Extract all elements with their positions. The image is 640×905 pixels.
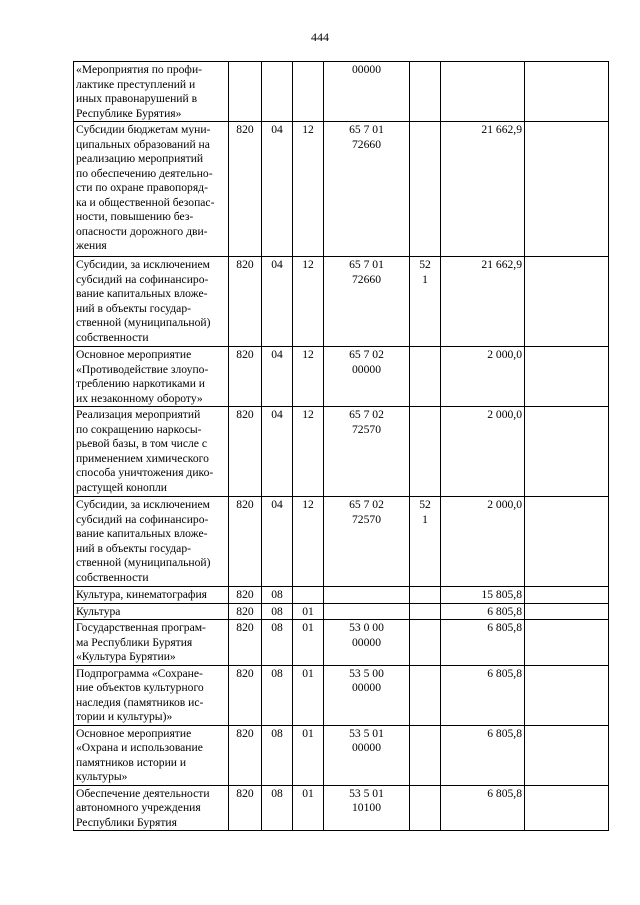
section-code: 08: [262, 725, 293, 785]
amount: 2 000,0: [441, 407, 525, 497]
expense-type-code: [410, 665, 441, 725]
target-article-code: 53 5 01 10100: [324, 785, 410, 831]
department-code: 820: [229, 122, 262, 257]
table-row: [74, 347, 609, 407]
department-code: 820: [229, 497, 262, 587]
subsection-code: 12: [293, 407, 324, 497]
extra-cell: [525, 407, 609, 497]
section-code: 08: [262, 587, 293, 604]
subsection-code: 12: [293, 497, 324, 587]
target-article-code: 65 7 02 72570: [324, 407, 410, 497]
section-code: 08: [262, 665, 293, 725]
amount: 2 000,0: [441, 347, 525, 407]
subsection-code: 12: [293, 347, 324, 407]
item-name: Основное мероприятие «Охрана и использование памятников истории и культуры»: [74, 725, 229, 785]
expense-type-code: 52 1: [410, 257, 441, 347]
item-name: «Мероприятия по профи- лактике преступлений и иных правонарушений в Республике Бурятия»: [74, 62, 229, 122]
amount: 2 000,0: [441, 497, 525, 587]
expense-type-code: [410, 347, 441, 407]
extra-cell: [525, 587, 609, 604]
target-article-code: 65 7 01 72660: [324, 257, 410, 347]
amount: 6 805,8: [441, 785, 525, 831]
amount: 6 805,8: [441, 620, 525, 666]
section-code: 04: [262, 122, 293, 257]
target-article-code: 00000: [324, 62, 410, 122]
expense-type-code: [410, 603, 441, 620]
item-name: Культура, кинематография: [74, 587, 229, 604]
table-row: [74, 603, 609, 620]
section-code: 04: [262, 347, 293, 407]
table-row: [74, 122, 609, 257]
subsection-code: 01: [293, 725, 324, 785]
department-code: [229, 62, 262, 122]
department-code: 820: [229, 785, 262, 831]
item-name: Субсидии, за исключением субсидий на софинансиро- вание капитальных вложе- ний в объекты государ- ственной (муниципальной) собственности: [74, 257, 229, 347]
expense-type-code: 52 1: [410, 497, 441, 587]
department-code: 820: [229, 620, 262, 666]
amount: 6 805,8: [441, 603, 525, 620]
target-article-code: [324, 587, 410, 604]
target-article-code: [324, 603, 410, 620]
expense-type-code: [410, 62, 441, 122]
section-code: 08: [262, 603, 293, 620]
extra-cell: [525, 725, 609, 785]
table-row: [74, 620, 609, 666]
expense-type-code: [410, 587, 441, 604]
extra-cell: [525, 347, 609, 407]
department-code: 820: [229, 587, 262, 604]
target-article-code: 53 5 01 00000: [324, 725, 410, 785]
extra-cell: [525, 497, 609, 587]
subsection-code: 01: [293, 785, 324, 831]
subsection-code: 01: [293, 665, 324, 725]
section-code: 04: [262, 257, 293, 347]
item-name: Подпрограмма «Сохране- ние объектов культурного наследия (памятников ис- тории и культуры)»: [74, 665, 229, 725]
department-code: 820: [229, 603, 262, 620]
extra-cell: [525, 665, 609, 725]
item-name: Субсидии бюджетам муни- ципальных образований на реализацию мероприятий по обеспечению деятельно- сти по охране правопоряд- ка и общественной безопас- ности, повышению без- опасности дорожного дви- жения: [74, 122, 229, 257]
target-article-code: 53 5 00 00000: [324, 665, 410, 725]
table-row: [74, 257, 609, 347]
item-name: Основное мероприятие «Противодействие злоупо- треблению наркотиками и их незаконному обороту»: [74, 347, 229, 407]
section-code: [262, 62, 293, 122]
table-row: [74, 725, 609, 785]
amount: 15 805,8: [441, 587, 525, 604]
item-name: Культура: [74, 603, 229, 620]
subsection-code: 12: [293, 122, 324, 257]
expense-type-code: [410, 620, 441, 666]
target-article-code: 65 7 02 72570: [324, 497, 410, 587]
budget-table: [73, 61, 609, 831]
table-row: [74, 407, 609, 497]
section-code: 08: [262, 785, 293, 831]
section-code: 04: [262, 407, 293, 497]
extra-cell: [525, 620, 609, 666]
table-row: [74, 497, 609, 587]
page-number: 444: [311, 30, 329, 44]
department-code: 820: [229, 725, 262, 785]
expense-type-code: [410, 725, 441, 785]
amount: 6 805,8: [441, 665, 525, 725]
subsection-code: [293, 62, 324, 122]
item-name: Обеспечение деятельности автономного учреждения Республики Бурятия: [74, 785, 229, 831]
extra-cell: [525, 62, 609, 122]
item-name: Реализация мероприятий по сокращению наркосы- рьевой базы, в том числе с применением химического способа уничтожения дико- растущей конопли: [74, 407, 229, 497]
amount: 6 805,8: [441, 725, 525, 785]
subsection-code: [293, 587, 324, 604]
extra-cell: [525, 257, 609, 347]
table-row: [74, 587, 609, 604]
subsection-code: 12: [293, 257, 324, 347]
subsection-code: 01: [293, 603, 324, 620]
amount: 21 662,9: [441, 122, 525, 257]
item-name: Государственная програм- ма Республики Бурятия «Культура Бурятии»: [74, 620, 229, 666]
amount: [441, 62, 525, 122]
department-code: 820: [229, 407, 262, 497]
extra-cell: [525, 785, 609, 831]
target-article-code: 65 7 01 72660: [324, 122, 410, 257]
department-code: 820: [229, 257, 262, 347]
section-code: 04: [262, 497, 293, 587]
item-name: Субсидии, за исключением субсидий на софинансиро- вание капитальных вложе- ний в объекты государ- ственной (муниципальной) собственности: [74, 497, 229, 587]
subsection-code: 01: [293, 620, 324, 666]
extra-cell: [525, 122, 609, 257]
amount: 21 662,9: [441, 257, 525, 347]
extra-cell: [525, 603, 609, 620]
expense-type-code: [410, 122, 441, 257]
department-code: 820: [229, 347, 262, 407]
target-article-code: 53 0 00 00000: [324, 620, 410, 666]
expense-type-code: [410, 785, 441, 831]
department-code: 820: [229, 665, 262, 725]
expense-type-code: [410, 407, 441, 497]
target-article-code: 65 7 02 00000: [324, 347, 410, 407]
table-row: [74, 62, 609, 122]
budget-table-body: [74, 62, 609, 831]
table-row: [74, 665, 609, 725]
table-row: [74, 785, 609, 831]
section-code: 08: [262, 620, 293, 666]
